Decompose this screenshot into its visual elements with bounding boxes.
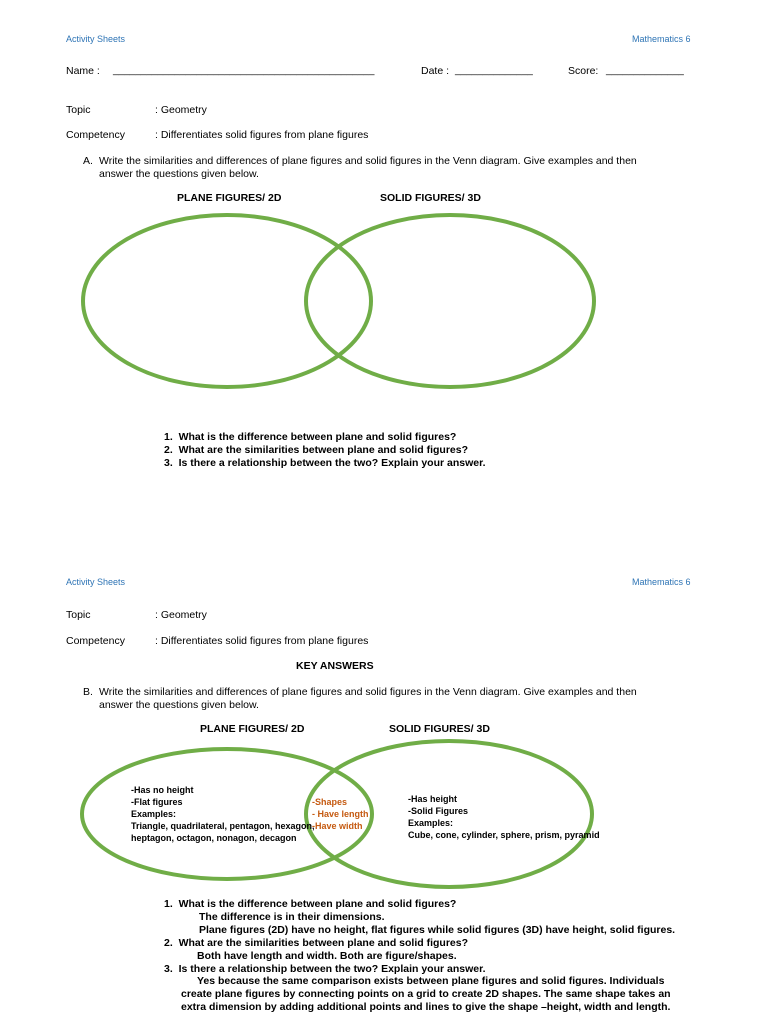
question-text: What is the difference between plane and solid figures? [178,431,457,443]
venn-middle-line: - Have length [312,809,369,819]
venn-middle-line: -Have width [312,821,363,831]
topic-label-2: Topic [66,609,91,621]
name-label: Name : [66,65,100,77]
competency-value: : Differentiates solid figures from plane figures [155,129,369,141]
question-text: What is the difference between plane and solid figures? [178,898,457,910]
question-text: Is there a relationship between the two? Explain your answer. [178,457,486,469]
answer-1a: The difference is in their dimensions. [199,911,385,923]
question-3 [164,457,486,470]
name-field[interactable]: _______________________________________________ [113,65,375,76]
topic-label: Topic [66,104,91,116]
venn-left-line: Triangle, quadrilateral, pentagon, hexagon, [131,821,315,831]
answer-3b: create plane figures by connecting points on a grid to create 2D shapes. The same shape takes an [181,988,671,1000]
answer-3a: Yes because the same comparison exists between plane figures and solid figures. Individuals [197,975,665,987]
key-answers-title: KEY ANSWERS [296,660,374,672]
question-1 [164,431,456,444]
answer-1b: Plane figures (2D) have no height, flat figures while solid figures (3D) have height, solid figures. [199,924,676,936]
question-number: 1. [164,431,173,443]
date-label: Date : [421,65,450,77]
question-number: 2. [164,444,173,456]
answer-3c: extra dimension by adding additional points and lines to give the shape –height, width and length. [181,1001,671,1013]
venn-middle-answer [312,796,369,832]
venn-right-line: Cube, cone, cylinder, sphere, prism, pyramid [408,830,600,840]
venn-right-line: -Has height [408,794,458,804]
question-2 [164,444,468,457]
venn-right-line: Examples: [408,818,454,828]
venn-left-line: -Has no height [131,785,194,795]
header-left: Activity Sheets [66,34,126,44]
key-venn-left-title: PLANE FIGURES/ 2D [200,723,305,735]
venn-right-line: -Solid Figures [408,806,469,816]
venn-left-circle [83,215,371,387]
venn-left-line: heptagon, octagon, nonagon, decagon [131,833,297,843]
score-label: Score: [568,65,599,77]
venn-left-answer [131,784,315,844]
competency-label: Competency [66,129,125,141]
instruction-marker: A. [83,155,93,167]
venn-right-answer [408,793,600,841]
venn-middle-line: -Shapes [312,797,348,807]
instruction-line1-2: Write the similarities and differences of plane figures and solid figures in the Venn diagram. Give examples and then [99,686,637,698]
question-text: What are the similarities between plane and solid figures? [178,444,469,456]
key-question-1 [164,898,456,911]
question-number: 3. [164,457,173,469]
score-field[interactable]: ______________ [606,65,684,76]
question-number: 1. [164,898,173,910]
question-number: 3. [164,963,173,975]
header-right-2: Mathematics 6 [632,577,691,587]
competency-value-2: : Differentiates solid figures from plane figures [155,635,369,647]
key-venn-right-title: SOLID FIGURES/ 3D [389,723,490,735]
venn-left-line: -Flat figures [131,797,183,807]
instruction-line2-2: answer the questions given below. [99,699,259,711]
venn-left-title: PLANE FIGURES/ 2D [177,192,282,204]
venn-right-title: SOLID FIGURES/ 3D [380,192,481,204]
instruction-marker-2: B. [83,686,93,698]
question-text: What are the similarities between plane and solid figures? [178,937,469,949]
instruction-line2: answer the questions given below. [99,168,259,180]
question-number: 2. [164,937,173,949]
venn-right-circle [306,215,594,387]
header-left-2: Activity Sheets [66,577,126,587]
date-field[interactable]: ______________ [455,65,533,76]
instruction-line1: Write the similarities and differences of plane figures and solid figures in the Venn diagram. Give examples and then [99,155,637,167]
question-text: Is there a relationship between the two? Explain your answer. [178,963,486,975]
competency-label-2: Competency [66,635,125,647]
key-question-2 [164,937,468,950]
venn-left-line: Examples: [131,809,177,819]
topic-value-2: : Geometry [155,609,207,621]
header-right: Mathematics 6 [632,34,691,44]
topic-value: : Geometry [155,104,207,116]
answer-2: Both have length and width. Both are figure/shapes. [197,950,457,962]
